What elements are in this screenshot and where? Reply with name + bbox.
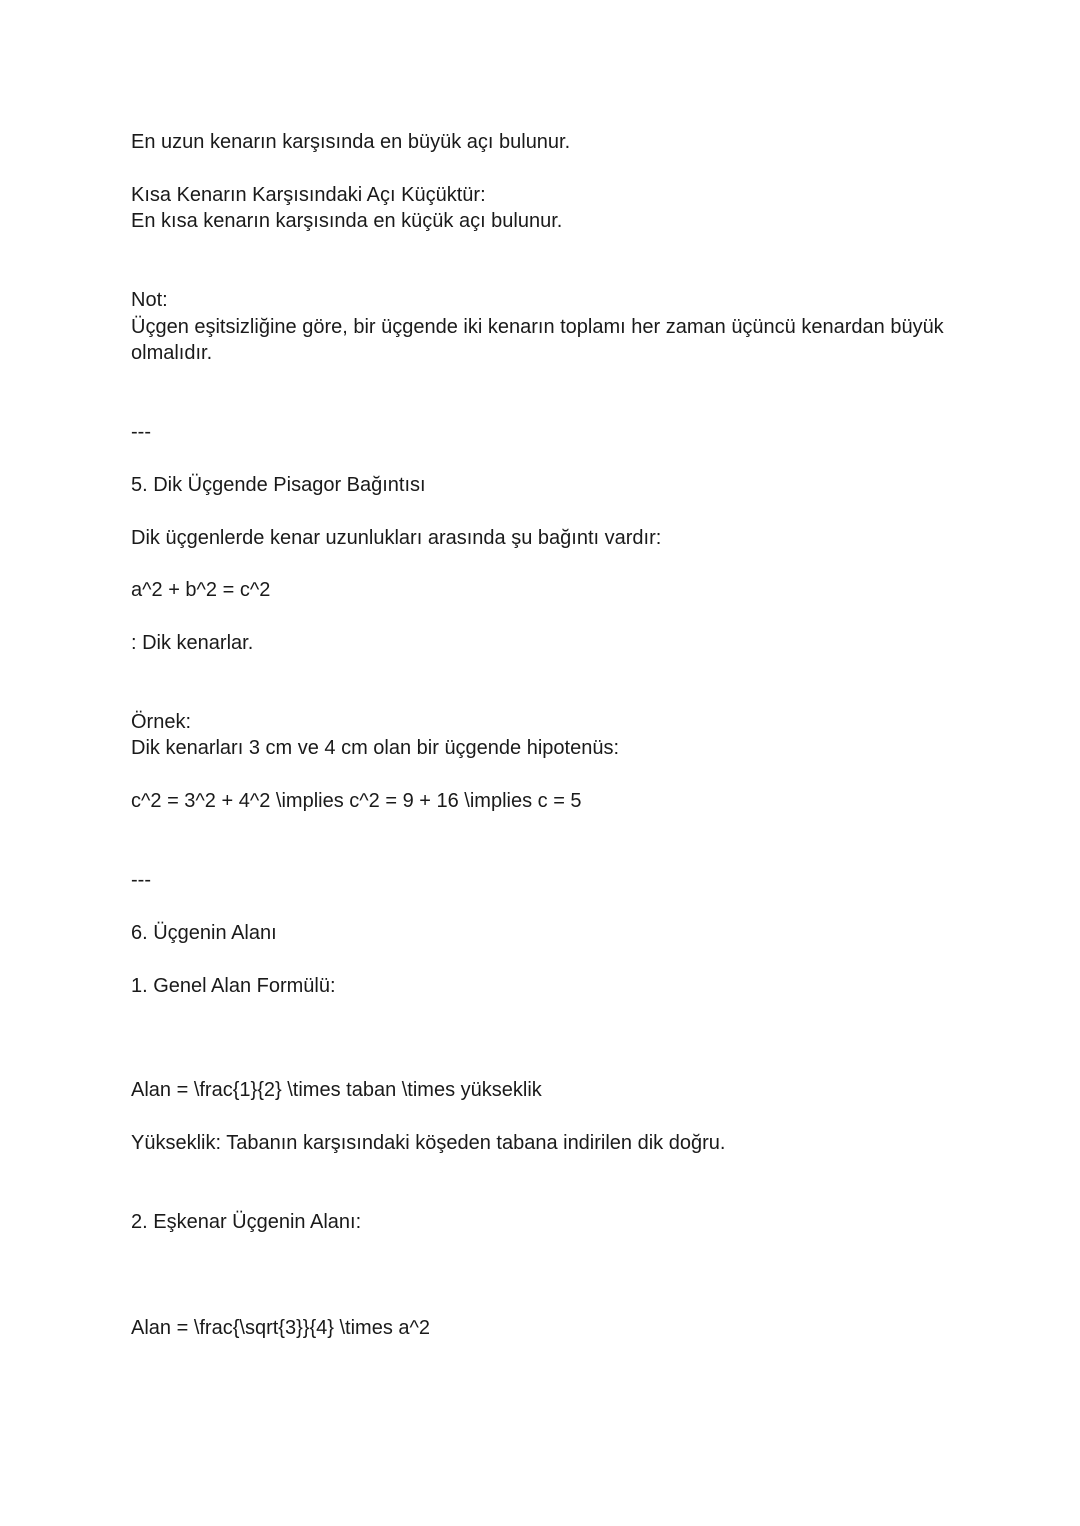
- text-line: : Dik kenarlar.: [131, 632, 254, 654]
- text-line: Üçgen eşitsizliğine göre, bir üçgende iki kenarın toplamı her zaman üçüncü kenardan büyük: [131, 316, 944, 338]
- text-line: Dik üçgenlerde kenar uzunlukları arasında şu bağıntı vardır:: [131, 527, 662, 549]
- note-label: Not:: [131, 289, 168, 311]
- text-line: Dik kenarları 3 cm ve 4 cm olan bir üçgende hipotenüs:: [131, 737, 620, 759]
- section-divider: ---: [131, 421, 151, 443]
- formula-line: c^2 = 3^2 + 4^2 \implies c^2 = 9 + 16 \implies c = 5: [131, 790, 582, 812]
- formula-line: Alan = \frac{\sqrt{3}}{4} \times a^2: [131, 1317, 431, 1339]
- text-line: En kısa kenarın karşısında en küçük açı bulunur.: [131, 210, 563, 232]
- formula-line: Alan = \frac{1}{2} \times taban \times yükseklik: [131, 1079, 542, 1101]
- section-divider: ---: [131, 869, 151, 891]
- section-heading: 6. Üçgenin Alanı: [131, 922, 277, 944]
- text-line: Kısa Kenarın Karşısındaki Açı Küçüktür:: [131, 184, 486, 206]
- example-label: Örnek:: [131, 711, 192, 733]
- subheading: 2. Eşkenar Üçgenin Alanı:: [131, 1211, 362, 1233]
- subheading: 1. Genel Alan Formülü:: [131, 975, 336, 997]
- text-line: En uzun kenarın karşısında en büyük açı bulunur.: [131, 131, 571, 153]
- formula-line: a^2 + b^2 = c^2: [131, 579, 271, 601]
- section-heading: 5. Dik Üçgende Pisagor Bağıntısı: [131, 474, 426, 496]
- text-line: Yükseklik: Tabanın karşısındaki köşeden tabana indirilen dik doğru.: [131, 1132, 726, 1154]
- text-line: olmalıdır.: [131, 342, 213, 364]
